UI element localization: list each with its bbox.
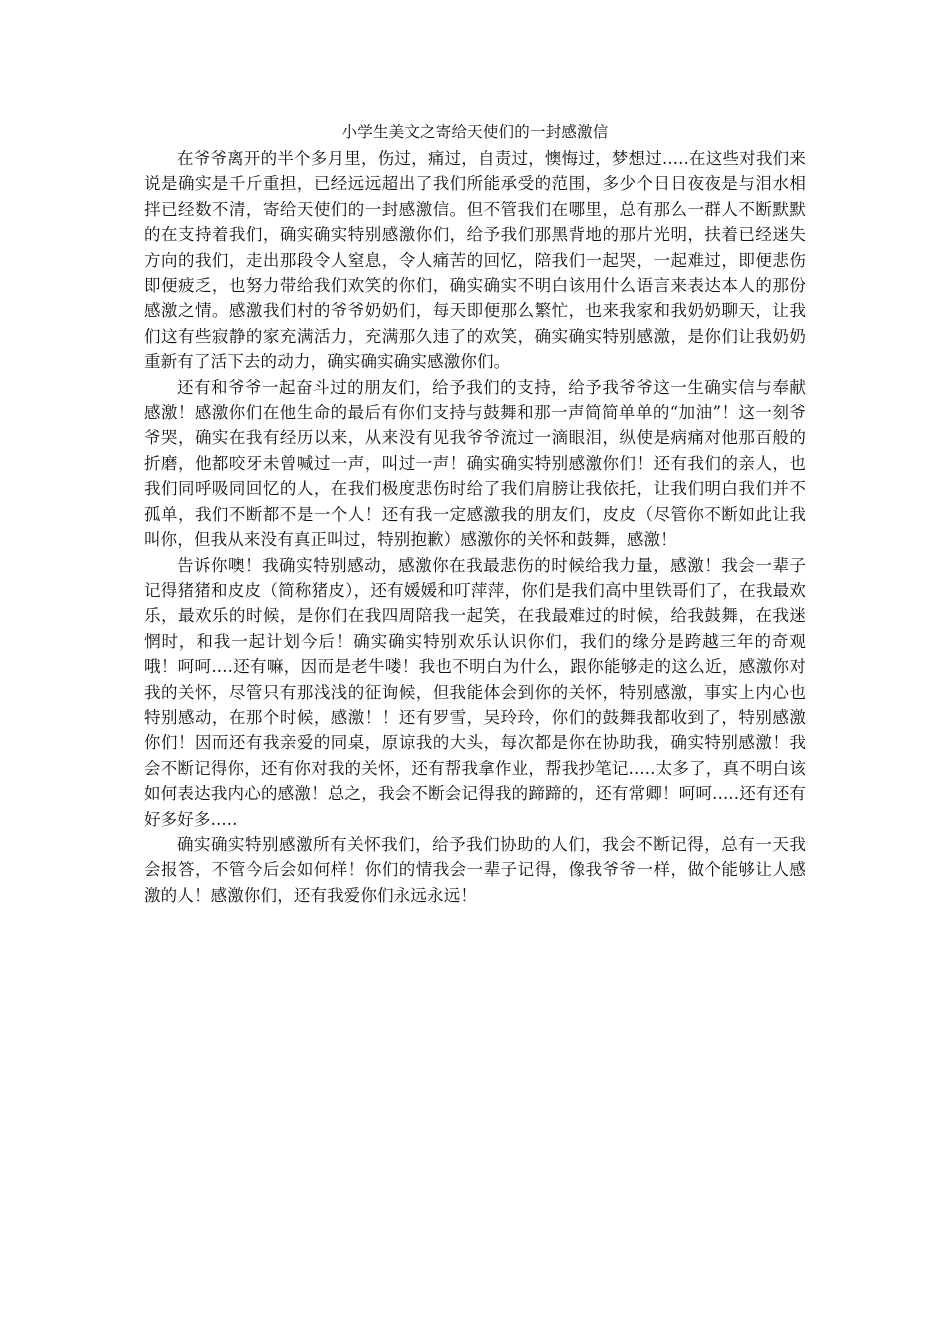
paragraph-4: 确实确实特别感激所有关怀我们，给予我们协助的人们，我会不断记得，总有一天我会报答，不管今后会如何样！你们的情我会一辈子记得，像我爷爷一样，做个能够让人感激的人！感激你们，还有我爱你们永远永远！	[144, 834, 806, 905]
paragraph-1: 在爷爷离开的半个多月里，伤过，痛过，自责过，懊悔过，梦想过.....在这些对我们来说是确实是千斤重担，已经远远超出了我们所能承受的范围，多少个日日夜夜是与泪水相拌已经数不清，寄给天使们的一封感激信。但不管我们在哪里，总有那么一群人不断默默的在支持着我们，确实确实特别感激你们，给予我们那黑背地的那片光明，扶着已经迷失方向的我们，走出那段令人窒息，令人痛苦的回忆，陪我们一起哭，一起难过，即便悲伤即便疲乏，也努力带给我们欢笑的你们，确实确实不明白该用什么语言来表达本人的那份感激之情。感激我们村的爷爷奶奶们，每天即便那么繁忙，也来我家和我奶奶聊天，让我们这有些寂静的家充满活力，充满那久违了的欢笑，确实确实特别感激，是你们让我奶奶重新有了活下去的动力，确实确实确实感激你们。	[144, 149, 806, 372]
document-body	[144, 122, 806, 908]
paragraph-2: 还有和爷爷一起奋斗过的朋友们，给予我们的支持，给予我爷爷这一生确实信与奉献感激！感激你们在他生命的最后有你们支持与鼓舞和那一声简简单单的“加油”！这一刻爷爷哭，确实在我有经历以来，从来没有见我爷爷流过一滴眼泪，纵使是病痛对他那百般的折磨，他都咬牙未曾喊过一声，叫过一声！确实确实特别感激你们！还有我们的亲人，也我们同呼吸同回忆的人，在我们极度悲伤时给了我们肩膀让我依托，让我们明白我们并不孤单，我们不断都不是一个人！还有我一定感激我的朋友们，皮皮（尽管你不断如此让我叫你，但我从来没有真正叫过，特别抱歉）感激你的关怀和鼓舞，感激！	[144, 377, 806, 550]
paragraph-3: 告诉你噢！我确实特别感动，感激你在我最悲伤的时候给我力量，感激！我会一辈子记得猪猪和皮皮（简称猪皮），还有媛媛和叮萍萍，你们是我们高中里铁哥们了，在我最欢乐，最欢乐的时候，是你们在我四周陪我一起笑，在我最难过的时候，给我鼓舞，在我迷惘时，和我一起计划今后！确实确实特别欢乐认识你们，我们的缘分是跨越三年的奇观哦！呵呵....还有嘛，因而是老牛喽！我也不明白为什么，跟你能够走的这么近，感激你对我的关怀，尽管只有那浅浅的征询候，但我能体会到你的关怀，特别感激，事实上内心也特别感动，在那个时候，感激！！还有罗雪，吴玲玲，你们的鼓舞我都收到了，特别感激你们！因而还有我亲爱的同桌，原谅我的大头，每次都是你在协助我，确实特别感激！我会不断记得你，还有你对我的关怀，还有帮我拿作业，帮我抄笔记.....太多了，真不明白该如何表达我内心的感激！总之，我会不断会记得我的蹄蹄的，还有常卿！呵呵.....还有还有好多好多.....	[144, 555, 806, 829]
document-title: 小学生美文之寄给天使们的一封感激信	[341, 123, 609, 141]
